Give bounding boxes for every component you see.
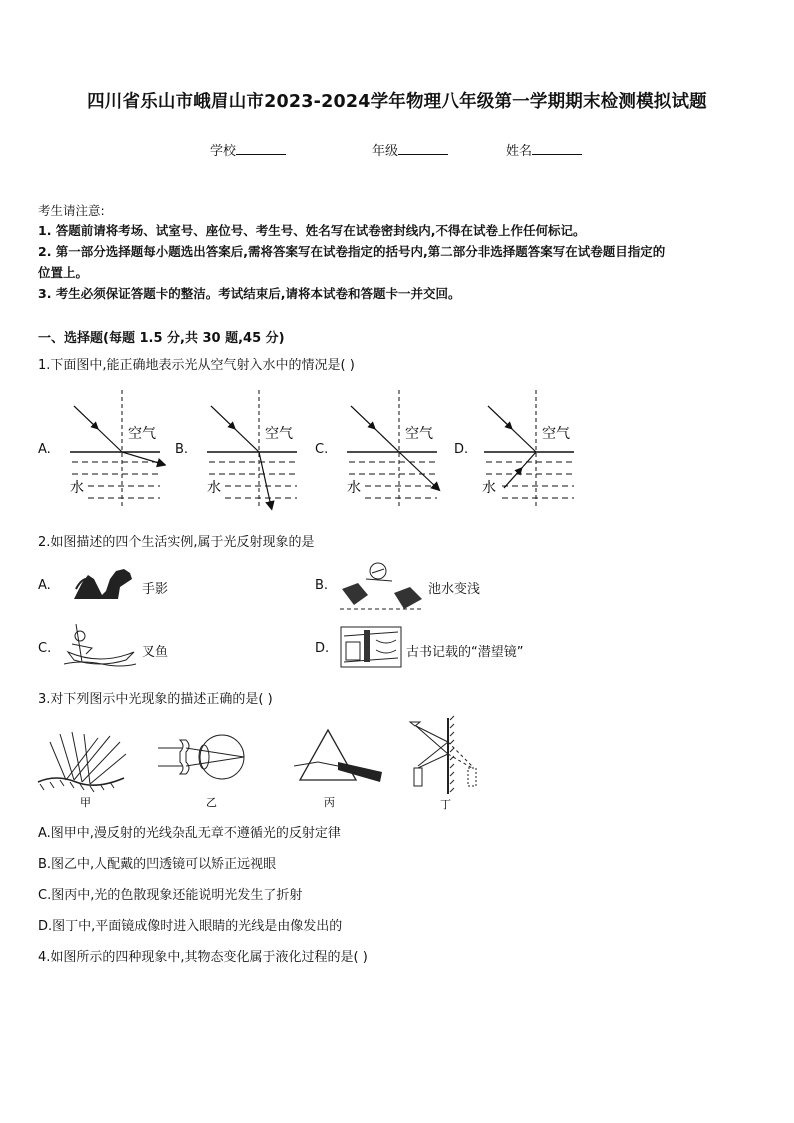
notice-item-2-cont: 位置上。 [38, 265, 89, 280]
q1-option-c-label[interactable]: C. [315, 442, 329, 457]
q1-diagram-d [480, 388, 580, 513]
q2-option-a-letter[interactable]: A. [38, 578, 51, 593]
q1-water-label-a: 水 [70, 480, 84, 496]
q2-option-c-letter[interactable]: C. [38, 641, 52, 656]
q3-stem: 3.对下列图示中光现象的描述正确的是( ) [38, 692, 273, 707]
q3-caption-ding: 丁 [440, 798, 451, 810]
q3-option-c[interactable]: C.图丙中,光的色散现象还能说明光发生了折射 [38, 888, 303, 903]
q1-diagram-b [203, 388, 303, 513]
q2-spear-fish-image [62, 622, 138, 668]
q1-diagram-c [343, 388, 443, 513]
q1-water-label-c: 水 [347, 480, 361, 496]
q3-diagram-ding [404, 714, 484, 810]
q3-option-d[interactable]: D.图丁中,平面镜成像时进入眼睛的光线是由像发出的 [38, 919, 343, 934]
name-blank[interactable] [532, 142, 582, 155]
q3-caption-yi: 乙 [206, 796, 217, 809]
q2-stem: 2.如图描述的四个生活实例,属于光反射现象的是 [38, 535, 315, 550]
school-blank[interactable] [236, 142, 286, 155]
q1-option-a-label[interactable]: A. [38, 442, 51, 457]
q2-option-c-text: 叉鱼 [142, 645, 169, 660]
q1-air-label-c: 空气 [405, 426, 433, 442]
name-field[interactable] [506, 140, 582, 159]
notice-item-1: 1. 答题前请将考场、试室号、座位号、考生号、姓名写在试卷密封线内,不得在试卷上作任何标记。 [38, 223, 586, 238]
school-label: 学校 [210, 144, 237, 159]
q2-option-b-letter[interactable]: B. [315, 578, 329, 593]
page-title: 四川省乐山市峨眉山市2023-2024学年物理八年级第一学期期末检测模拟试题 [87, 92, 707, 112]
grade-blank[interactable] [398, 142, 448, 155]
section-heading: 一、选择题(每题 1.5 分,共 30 题,45 分) [38, 331, 285, 346]
q2-option-b-text: 池水变浅 [428, 582, 481, 597]
notice-item-2: 2. 第一部分选择题每小题选出答案后,需将答案写在试卷指定的括号内,第二部分非选择题答案写在试卷题目指定的 [38, 244, 666, 259]
q2-pool-image [338, 559, 426, 613]
q1-air-label-d: 空气 [542, 426, 570, 442]
q1-stem: 1.下面图中,能正确地表示光从空气射入水中的情况是( ) [38, 358, 355, 373]
q4-stem: 4.如图所示的四种现象中,其物态变化属于液化过程的是( ) [38, 950, 368, 965]
q3-diagram-yi [156, 726, 266, 810]
notice-item-3: 3. 考生必须保证答题卡的整洁。考试结束后,请将本试卷和答题卡一并交回。 [38, 286, 461, 301]
q1-air-label-a: 空气 [128, 426, 156, 442]
q3-option-b[interactable]: B.图乙中,人配戴的凹透镜可以矫正远视眼 [38, 857, 277, 872]
q3-caption-jia: 甲 [80, 796, 91, 809]
grade-field[interactable] [372, 140, 448, 159]
school-field[interactable] [210, 140, 286, 159]
q2-hand-shadow-image [72, 565, 138, 603]
notice-heading: 考生请注意: [38, 203, 105, 218]
q1-diagram-a [66, 388, 166, 513]
q2-option-a-text: 手影 [142, 582, 169, 597]
q1-option-d-label[interactable]: D. [454, 442, 469, 457]
q3-diagram-jia [36, 720, 132, 810]
q2-periscope-image [340, 626, 402, 668]
grade-label: 年级 [372, 144, 399, 159]
q3-caption-bing: 丙 [324, 796, 335, 809]
q1-water-label-d: 水 [482, 480, 496, 496]
q3-option-a[interactable]: A.图甲中,漫反射的光线杂乱无章不遵循光的反射定律 [38, 826, 341, 841]
q1-option-b-label[interactable]: B. [175, 442, 189, 457]
q1-air-label-b: 空气 [265, 426, 293, 442]
q1-water-label-b: 水 [207, 480, 221, 496]
q3-diagram-bing [292, 726, 388, 810]
q2-option-d-letter[interactable]: D. [315, 641, 330, 656]
q2-option-d-text: 古书记载的“潜望镜” [406, 645, 524, 660]
name-label: 姓名 [506, 144, 533, 159]
